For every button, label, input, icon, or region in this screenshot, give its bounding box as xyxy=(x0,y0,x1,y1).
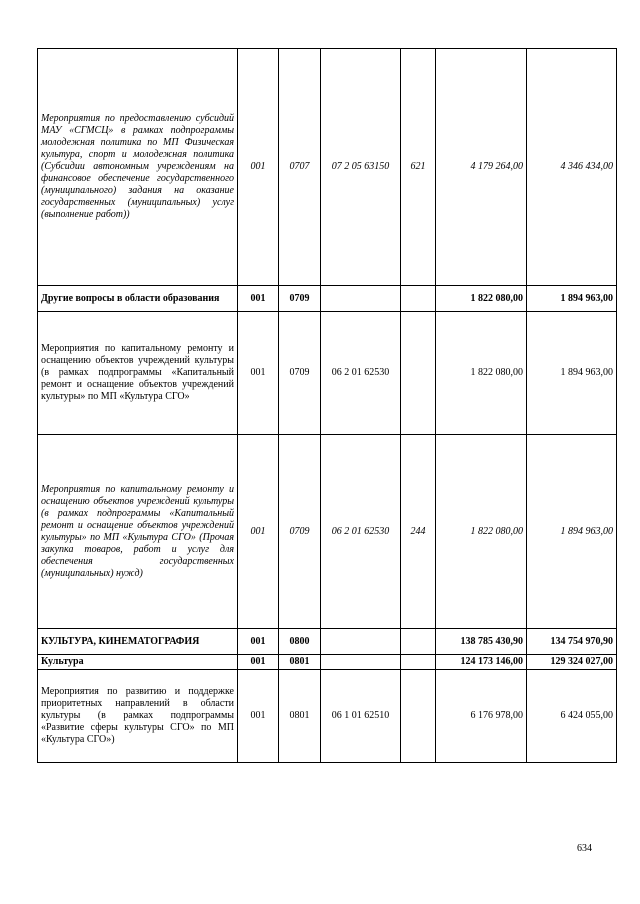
ved-code: 001 xyxy=(238,629,279,655)
table-row xyxy=(38,49,617,286)
ved-code: 001 xyxy=(238,49,279,286)
expense-type-code xyxy=(401,312,436,435)
row-description: Мероприятия по развитию и поддержке приоритетных направлений в области культуры (в рамках подпрограммы «Развитие сферы культуры СГО» по МП «Культура СГО») xyxy=(38,670,238,763)
section-code: 0801 xyxy=(279,655,321,670)
table-row xyxy=(38,435,617,629)
budget-table xyxy=(37,48,617,763)
amount-year-1: 138 785 430,90 xyxy=(436,629,527,655)
amount-year-1: 1 822 080,00 xyxy=(436,312,527,435)
amount-year-1: 124 173 146,00 xyxy=(436,655,527,670)
row-description: Мероприятия по капитальному ремонту и оснащению объектов учреждений культуры (в рамках подпрограммы «Капитальный ремонт и оснащение объектов учреждений культуры» по МП «Культура СГО» (Прочая закупка товаров, работ и услуг для обеспечения государственных (муниципальных) нужд) xyxy=(38,435,238,629)
expense-type-code xyxy=(401,286,436,312)
expense-type-code xyxy=(401,655,436,670)
table-row xyxy=(38,286,617,312)
target-code: 06 2 01 62530 xyxy=(321,435,401,629)
amount-year-2: 134 754 970,90 xyxy=(527,629,617,655)
target-code: 07 2 05 63150 xyxy=(321,49,401,286)
row-description: Мероприятия по предоставлению субсидий МАУ «СГМСЦ» в рамках подпрограммы молодежная политика по МП Физическая культура, спорт и молодежная политика (Субсидии автономным учреждениям на финансовое обеспечение государственного (муниципального) задания на оказание государственных (муниципальных) услуг (выполнение работ)) xyxy=(38,49,238,286)
amount-year-1: 1 822 080,00 xyxy=(436,286,527,312)
amount-year-2: 129 324 027,00 xyxy=(527,655,617,670)
expense-type-code: 244 xyxy=(401,435,436,629)
row-description: Другие вопросы в области образования xyxy=(38,286,238,312)
section-code: 0801 xyxy=(279,670,321,763)
amount-year-2: 1 894 963,00 xyxy=(527,286,617,312)
amount-year-2: 1 894 963,00 xyxy=(527,435,617,629)
expense-type-code xyxy=(401,670,436,763)
expense-type-code xyxy=(401,629,436,655)
ved-code: 001 xyxy=(238,655,279,670)
section-code: 0709 xyxy=(279,435,321,629)
section-code: 0709 xyxy=(279,286,321,312)
target-code: 06 1 01 62510 xyxy=(321,670,401,763)
target-code xyxy=(321,629,401,655)
amount-year-1: 1 822 080,00 xyxy=(436,435,527,629)
amount-year-2: 1 894 963,00 xyxy=(527,312,617,435)
table-row xyxy=(38,670,617,763)
target-code xyxy=(321,655,401,670)
row-description: КУЛЬТУРА, КИНЕМАТОГРАФИЯ xyxy=(38,629,238,655)
row-description: Культура xyxy=(38,655,238,670)
table-row xyxy=(38,312,617,435)
target-code xyxy=(321,286,401,312)
table-row xyxy=(38,655,617,670)
section-code: 0800 xyxy=(279,629,321,655)
ved-code: 001 xyxy=(238,670,279,763)
section-code: 0709 xyxy=(279,312,321,435)
expense-type-code: 621 xyxy=(401,49,436,286)
amount-year-2: 6 424 055,00 xyxy=(527,670,617,763)
ved-code: 001 xyxy=(238,435,279,629)
row-description: Мероприятия по капитальному ремонту и оснащению объектов учреждений культуры (в рамках подпрограммы «Капитальный ремонт и оснащение объектов учреждений культуры» по МП «Культура СГО» xyxy=(38,312,238,435)
page-number: 634 xyxy=(577,843,592,854)
amount-year-2: 4 346 434,00 xyxy=(527,49,617,286)
section-code: 0707 xyxy=(279,49,321,286)
ved-code: 001 xyxy=(238,312,279,435)
amount-year-1: 4 179 264,00 xyxy=(436,49,527,286)
amount-year-1: 6 176 978,00 xyxy=(436,670,527,763)
ved-code: 001 xyxy=(238,286,279,312)
target-code: 06 2 01 62530 xyxy=(321,312,401,435)
table-row xyxy=(38,629,617,655)
